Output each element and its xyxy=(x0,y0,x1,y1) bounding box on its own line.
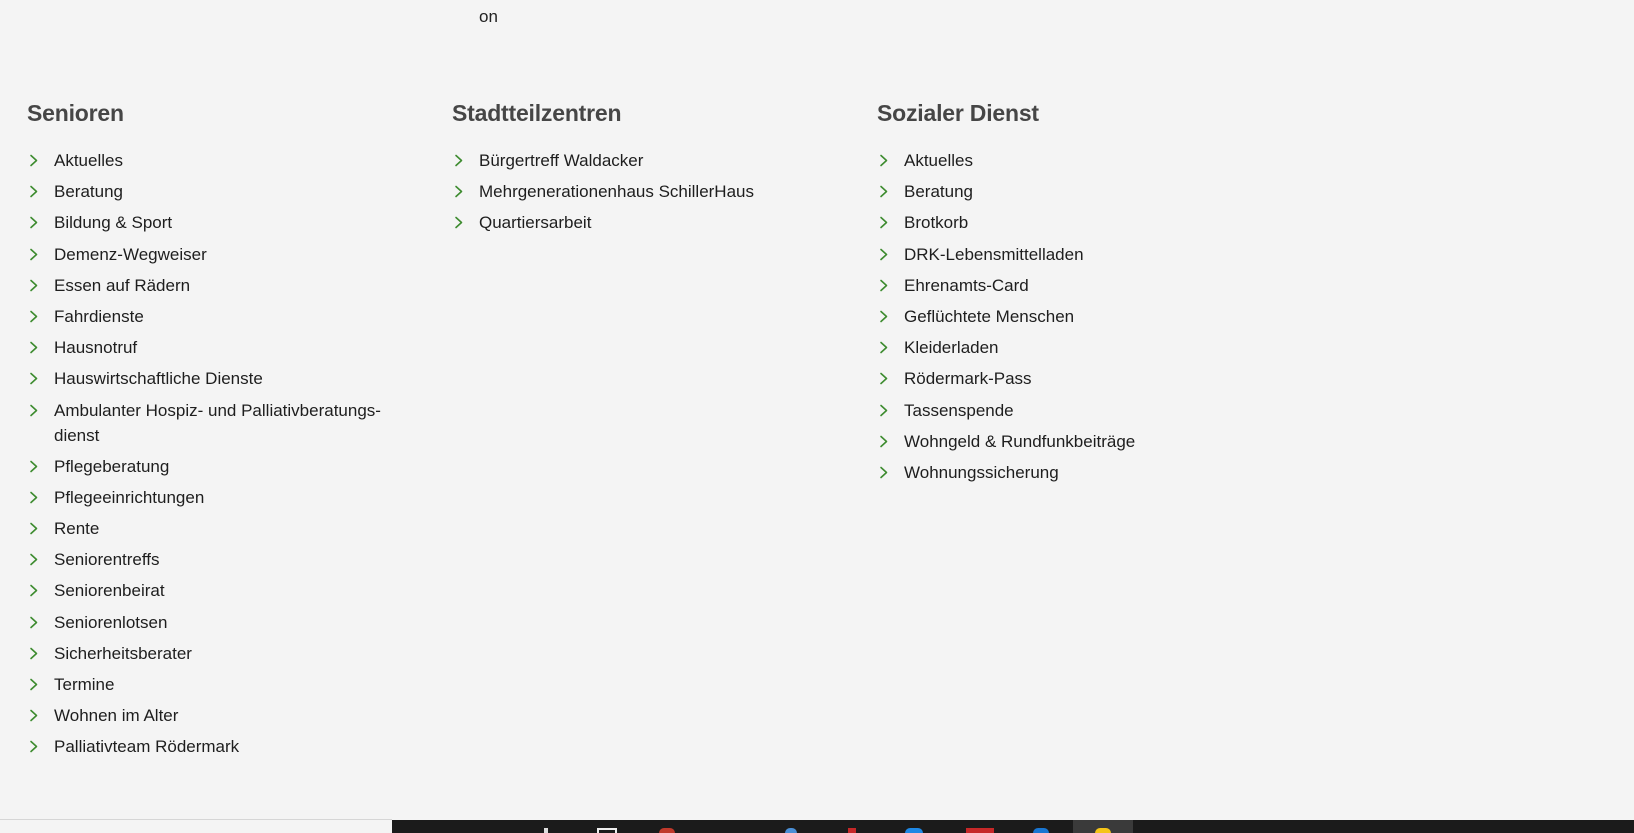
list-item xyxy=(877,242,1272,267)
chevron-right-icon xyxy=(878,148,890,173)
list-item xyxy=(452,148,847,173)
list-item xyxy=(877,366,1272,391)
nav-link[interactable]: Mehrgenerationenhaus SchillerHaus xyxy=(479,182,754,202)
list-item xyxy=(877,210,1272,235)
chevron-right-icon xyxy=(28,398,40,423)
section-title-sozialer-dienst: Sozialer Dienst xyxy=(877,100,1039,126)
chevron-right-icon xyxy=(878,179,890,204)
link-list-sozialer-dienst xyxy=(877,148,1272,485)
nav-link[interactable]: Pflegeeinrichtungen xyxy=(54,487,205,507)
chevron-right-icon xyxy=(28,485,40,510)
taskbar-active-app[interactable] xyxy=(1073,820,1133,833)
chevron-right-icon xyxy=(28,242,40,267)
nav-link[interactable]: Bürgertreff Waldacker xyxy=(479,151,644,170)
nav-link[interactable]: Ehrenamts-Card xyxy=(904,275,1029,295)
chevron-right-icon xyxy=(28,366,40,391)
taskbar-browser-icon[interactable] xyxy=(659,828,675,833)
nav-link[interactable]: Aktuelles xyxy=(54,151,123,170)
list-item xyxy=(27,703,422,728)
chevron-right-icon xyxy=(453,179,465,204)
nav-link[interactable]: Tassenspende xyxy=(904,400,1014,420)
chevron-right-icon xyxy=(28,210,40,235)
taskbar-app-icon-3[interactable] xyxy=(848,828,856,833)
column-sozialer-dienst xyxy=(877,98,1272,491)
column-senioren xyxy=(27,98,422,766)
nav-link[interactable]: Seniorenbeirat xyxy=(54,581,165,601)
nav-link[interactable]: Bildung & Sport xyxy=(54,213,173,233)
nav-link[interactable]: Aktuelles xyxy=(904,151,973,170)
nav-link[interactable]: Sicherheitsberater xyxy=(54,643,192,663)
text-fragment: on xyxy=(479,7,498,26)
chevron-right-icon xyxy=(878,304,890,329)
list-item xyxy=(877,148,1272,173)
list-item xyxy=(877,304,1272,329)
list-item xyxy=(27,485,422,510)
list-item xyxy=(27,210,422,235)
nav-link[interactable]: Seniorenlotsen xyxy=(54,612,168,632)
chevron-right-icon xyxy=(28,335,40,360)
list-item xyxy=(27,179,422,204)
taskbar-app-icon-6[interactable] xyxy=(1033,828,1049,833)
nav-link[interactable]: Essen auf Rädern xyxy=(54,275,191,295)
list-item xyxy=(27,335,422,360)
link-list-stadtteilzentren xyxy=(452,148,847,235)
chevron-right-icon xyxy=(28,734,40,759)
nav-link[interactable]: Rödermark-Pass xyxy=(904,369,1032,389)
section-title-senioren: Senioren xyxy=(27,100,124,126)
list-item xyxy=(27,398,422,448)
chevron-right-icon xyxy=(453,148,465,173)
nav-link[interactable]: Hausnotruf xyxy=(54,338,138,358)
nav-link[interactable]: Palliativteam Rödermark xyxy=(54,737,240,757)
list-item xyxy=(27,672,422,697)
taskbar-app-icon-5[interactable] xyxy=(966,828,994,833)
list-item xyxy=(27,242,422,267)
chevron-right-icon xyxy=(878,210,890,235)
link-list-senioren xyxy=(27,148,422,759)
chevron-right-icon xyxy=(878,460,890,485)
chevron-right-icon xyxy=(28,516,40,541)
list-item xyxy=(877,398,1272,423)
list-item xyxy=(27,273,422,298)
nav-link[interactable]: Kleiderladen xyxy=(904,338,999,358)
list-item xyxy=(27,454,422,479)
chevron-right-icon xyxy=(878,366,890,391)
nav-link[interactable]: Fahrdienste xyxy=(54,306,144,326)
nav-link[interactable]: Beratung xyxy=(54,182,123,202)
chevron-right-icon xyxy=(28,641,40,666)
chevron-right-icon xyxy=(28,273,40,298)
taskbar xyxy=(392,820,1634,833)
chevron-right-icon xyxy=(453,210,465,235)
nav-link[interactable]: Wohnen im Alter xyxy=(54,706,179,726)
chevron-right-icon xyxy=(878,242,890,267)
list-item xyxy=(27,516,422,541)
section-title-stadtteilzentren: Stadtteilzentren xyxy=(452,100,622,126)
nav-link[interactable]: Demenz-Wegweiser xyxy=(54,244,207,264)
list-item xyxy=(877,460,1272,485)
footer-divider xyxy=(0,819,392,820)
nav-link[interactable]: Wohngeld & Rundfunkbeiträge xyxy=(904,431,1136,451)
nav-link[interactable]: Hauswirtschaftliche Dienste xyxy=(54,369,263,389)
nav-link[interactable]: Pflegeberatung xyxy=(54,456,170,476)
nav-link[interactable]: Rente xyxy=(54,519,100,539)
chevron-right-icon xyxy=(28,578,40,603)
chevron-right-icon xyxy=(28,610,40,635)
taskbar-active-app-icon xyxy=(1095,828,1111,833)
taskbar-app-icon-2[interactable] xyxy=(785,828,797,833)
list-item xyxy=(877,429,1272,454)
chevron-right-icon xyxy=(878,335,890,360)
list-item xyxy=(877,335,1272,360)
nav-link[interactable]: Quartiersarbeit xyxy=(479,213,592,233)
taskbar-app-icon-4[interactable] xyxy=(905,828,923,833)
chevron-right-icon xyxy=(878,398,890,423)
chevron-right-icon xyxy=(28,304,40,329)
list-item xyxy=(27,641,422,666)
list-item xyxy=(27,304,422,329)
list-item xyxy=(27,578,422,603)
chevron-right-icon xyxy=(28,547,40,572)
taskbar-app-icon[interactable] xyxy=(544,828,548,833)
list-item xyxy=(877,273,1272,298)
list-item xyxy=(877,179,1272,204)
list-item xyxy=(452,179,847,204)
nav-link[interactable]: Seniorentreffs xyxy=(54,550,160,570)
nav-link[interactable]: Ambulanter Hospiz- und Palliativberatungs-dienst xyxy=(54,400,381,445)
list-item xyxy=(27,366,422,391)
list-item xyxy=(27,610,422,635)
nav-link[interactable]: Termine xyxy=(54,675,115,694)
taskbar-window-icon[interactable] xyxy=(597,828,617,833)
chevron-right-icon xyxy=(878,429,890,454)
list-item xyxy=(27,148,422,173)
list-item xyxy=(27,547,422,572)
nav-link[interactable]: Wohnungssicherung xyxy=(904,462,1059,482)
chevron-right-icon xyxy=(28,454,40,479)
list-item xyxy=(452,210,847,235)
chevron-right-icon xyxy=(28,703,40,728)
nav-link[interactable]: Brotkorb xyxy=(904,213,969,233)
nav-link[interactable]: Geflüchtete Menschen xyxy=(904,306,1075,326)
list-item xyxy=(27,734,422,759)
chevron-right-icon xyxy=(28,148,40,173)
chevron-right-icon xyxy=(878,273,890,298)
nav-link[interactable]: DRK-Lebensmittelladen xyxy=(904,244,1084,264)
chevron-right-icon xyxy=(28,672,40,697)
nav-link[interactable]: Beratung xyxy=(904,182,973,202)
column-stadtteilzentren xyxy=(452,98,847,242)
chevron-right-icon xyxy=(28,179,40,204)
